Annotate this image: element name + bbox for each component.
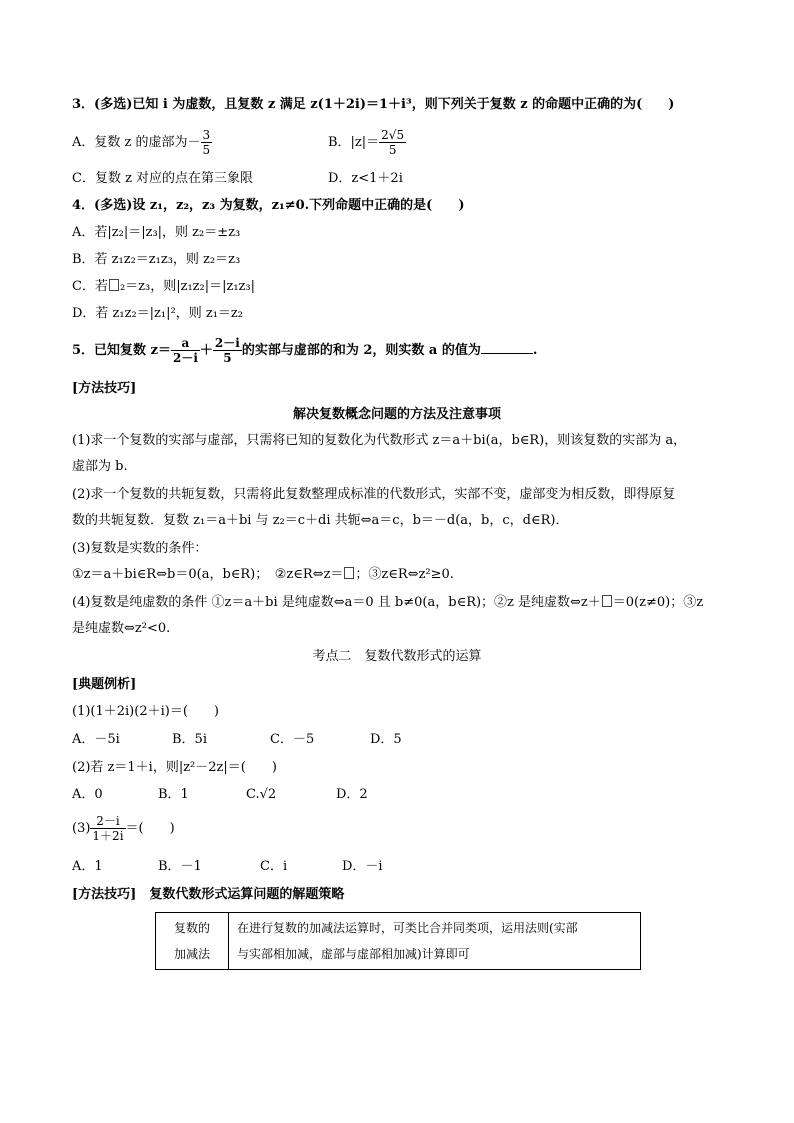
missing-glyph-box	[109, 279, 119, 291]
q3-option-d: D．z<1＋2i	[328, 171, 403, 186]
fraction: $\frac{a}{2-i}$	[172, 336, 198, 365]
table-cell-description: 在进行复数的加减法运算时，可类比合并同类项，运用法则(实部 与实部相加减，虚部与虚部相加减)计算即可	[229, 913, 641, 970]
example-1: (1)(1＋2i)(2＋i)＝( )	[72, 704, 219, 719]
strategy-table	[155, 912, 641, 970]
section-2-title: 考点二 复数代数形式的运算	[312, 649, 482, 664]
q4-stem: 4．(多选)设 z₁，z₂，z₃ 为复数，z₁≠0.下列命题中正确的是( )	[72, 198, 465, 213]
fraction: $\frac{3}{5}$	[202, 128, 211, 157]
method-tag: [方法技巧]	[72, 381, 137, 396]
fraction: $\frac{2-i}{5}$	[214, 336, 240, 365]
fraction: $\frac{2-i}{1+2i}$	[92, 814, 124, 843]
q3-option-c: C．复数 z 对应的点在第三象限	[72, 171, 254, 186]
example-1-option: B．5i	[172, 732, 207, 747]
q4-option-d: D．若 z₁z₂＝|z₁|²，则 z₁＝z₂	[72, 306, 243, 321]
q5-stem: 5．已知复数 z＝ $\frac{a}{2-i}$ ＋ $\frac{2-i}{5}$ 的实部与虚部的和为 2，则实数 a 的值为 .	[72, 336, 538, 365]
table-cell-topic: 复数的 加减法	[156, 913, 229, 970]
method-4-line-1: (4)复数是纯虚数的条件 ①z＝a＋bi 是纯虚数⇔a＝0 且 b≠0(a，b∈R)；②z 是纯虚数⇔z＋ ＝0(z≠0)；③z	[72, 595, 704, 610]
method-4-line-2: 是纯虚数⇔z²<0.	[72, 621, 171, 636]
q3-option-b: B．|z|＝ $\frac{2√5}{5}$	[328, 128, 405, 157]
example-1-option: A．－5i	[72, 732, 120, 747]
q4-option-b: B．若 z₁z₂＝z₁z₃，则 z₂＝z₃	[72, 252, 241, 267]
example-1-option: C．－5	[270, 732, 315, 747]
missing-glyph-box	[602, 595, 612, 607]
q3-stem: 3．(多选)已知 i 为虚数，且复数 z 满足 z(1＋2i)＝1＋i³，则下列关于复数 z 的命题中正确的为( )	[72, 97, 675, 112]
fraction: $\frac{2√5}{5}$	[381, 128, 405, 157]
example-3: (3) $\frac{2-i}{1+2i}$ ＝( )	[72, 814, 175, 843]
example-3-option: D．－i	[342, 859, 383, 874]
method-1-line-1: (1)求一个复数的实部与虚部，只需将已知的复数化为代数形式 z＝a＋bi(a，b∈R)，则该复数的实部为 a，	[72, 433, 687, 448]
method-3-line-1: (3)复数是实数的条件：	[72, 541, 208, 556]
example-3-option: A．1	[72, 859, 103, 874]
example-2-option: D．2	[336, 787, 368, 802]
missing-glyph-box	[344, 567, 354, 579]
example-3-option: C．i	[260, 859, 288, 874]
example-2-option: A．0	[72, 787, 103, 802]
example-2: (2)若 z＝1＋i，则|z²－2z|＝( )	[72, 760, 277, 775]
example-3-option: B．－1	[158, 859, 202, 874]
q4-option-c: C．若 ₂＝z₃，则|z₁z₂|＝|z₁z₃|	[72, 279, 255, 294]
method-title: 解决复数概念问题的方法及注意事项	[292, 407, 501, 422]
q3-option-a: A．复数 z 的虚部为－ $\frac{3}{5}$	[72, 128, 211, 157]
answer-blank	[481, 341, 533, 354]
q4-option-a: A．若|z₂|＝|z₃|，则 z₂＝±z₃	[72, 225, 241, 240]
example-1-option: D．5	[370, 732, 402, 747]
example-tag: [典题例析]	[72, 677, 137, 692]
method-2-line-2: 数的共轭复数．复数 z₁＝a＋bi 与 z₂＝c＋di 共轭⇔a＝c，b＝－d(a，b，c，d∈R)．	[72, 513, 569, 528]
example-2-option: C.√2	[246, 787, 277, 802]
example-2-option: B．1	[158, 787, 189, 802]
method-3-line-2: ①z＝a＋bi∈R⇔b＝0(a，b∈R)； ②z∈R⇔z＝ ；③z∈R⇔z²≥0.	[72, 567, 454, 582]
method-2-heading: [方法技巧] 复数代数形式运算问题的解题策略	[72, 887, 345, 902]
table-row	[156, 913, 641, 970]
method-2-line-1: (2)求一个复数的共轭复数，只需将此复数整理成标准的代数形式，实部不变，虚部变为相反数，即得原复	[72, 487, 676, 502]
method-1-line-2: 虚部为 b.	[72, 459, 128, 474]
